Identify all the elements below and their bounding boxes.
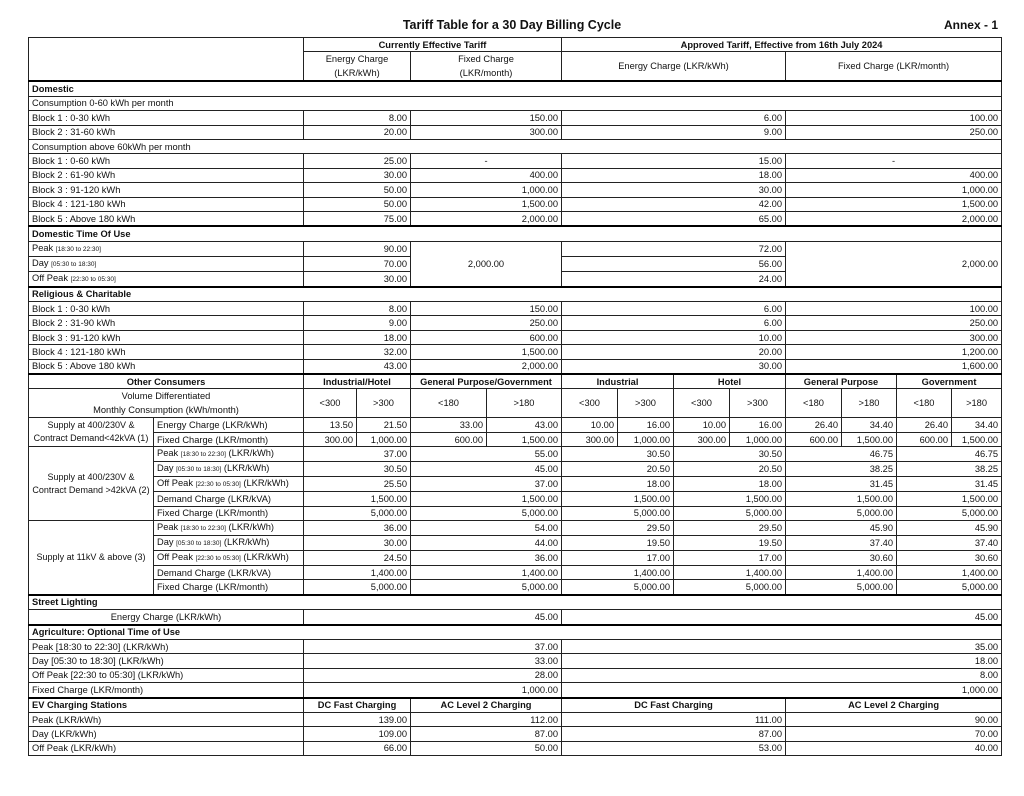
table-cell: 1,500.00 (952, 432, 1002, 446)
table-row (29, 698, 1002, 713)
table-cell: 34.40 (952, 418, 1002, 432)
table-cell: 5,000.00 (562, 580, 674, 595)
table-row (29, 345, 1002, 359)
table-cell: 109.00 (304, 727, 411, 741)
table-cell: 10.00 (562, 330, 786, 344)
table-cell: 31.45 (897, 477, 1002, 492)
table-cell: 43.00 (487, 418, 562, 432)
table-cell: DC Fast Charging (304, 698, 411, 713)
row-label: Fixed Charge (LKR/month) (154, 506, 304, 520)
table-cell: 26.40 (786, 418, 842, 432)
table-cell: 150.00 (411, 302, 562, 316)
table-row (29, 418, 1002, 432)
table-cell: 33.00 (304, 654, 562, 668)
table-cell: 25.50 (304, 477, 411, 492)
table-row (29, 610, 1002, 625)
row-label: Energy Charge (LKR/kWh) (29, 610, 304, 625)
table-cell: 33.00 (411, 418, 487, 432)
table-cell: 75.00 (304, 211, 411, 226)
table-cell: 2,000.00 (411, 211, 562, 226)
row-label: Block 5 : Above 180 kWh (29, 211, 304, 226)
row-label: Day [05:30 to 18:30] (29, 256, 304, 271)
table-cell: 9.00 (562, 125, 786, 139)
table-cell: 1,500.00 (487, 432, 562, 446)
table-cell: 36.00 (411, 550, 562, 565)
header-approved-tariff: Approved Tariff, Effective from 16th July 2024 (562, 38, 1002, 52)
table-cell: 30.50 (562, 447, 674, 462)
header-blank (29, 38, 304, 82)
table-row (29, 211, 1002, 226)
table-cell: 37.40 (786, 535, 897, 550)
table-cell: Industrial (562, 374, 674, 389)
table-cell: 250.00 (411, 316, 562, 330)
table-cell: 139.00 (304, 712, 411, 726)
volume-column-header: >180 (842, 389, 897, 418)
table-cell: 1,500.00 (674, 492, 786, 506)
table-cell: 43.00 (304, 359, 411, 374)
table-cell: 111.00 (562, 712, 786, 726)
table-row (29, 580, 1002, 595)
table-cell: DC Fast Charging (562, 698, 786, 713)
sub-section: Consumption above 60kWh per month (29, 139, 1002, 153)
table-cell: AC Level 2 Charging (411, 698, 562, 713)
table-cell: 19.50 (562, 535, 674, 550)
volume-column-header: >180 (952, 389, 1002, 418)
row-label: Day [05:30 to 18:30] (LKR/kWh) (154, 535, 304, 550)
table-row (29, 595, 1002, 610)
table-row (29, 154, 1002, 168)
table-cell: 600.00 (411, 330, 562, 344)
table-cell: 600.00 (897, 432, 952, 446)
table-cell: Supply at 11kV & above (3) (29, 520, 154, 594)
table-cell: 1,500.00 (786, 492, 897, 506)
table-cell: 13.50 (304, 418, 357, 432)
table-row (29, 625, 1002, 640)
table-row (29, 550, 1002, 565)
table-cell: 1,500.00 (304, 492, 411, 506)
table-cell: 30.50 (304, 462, 411, 477)
header-cur-fixed: Fixed Charge (LKR/month) (411, 52, 562, 82)
row-label: Block 2 : 31-90 kWh (29, 316, 304, 330)
row-label: Off Peak [22:30 to 05:30] (29, 271, 304, 287)
row-label: Peak [18:30 to 22:30] (LKR/kWh) (154, 447, 304, 462)
table-cell: 90.00 (786, 712, 1002, 726)
table-row (29, 374, 1002, 389)
table-row (29, 712, 1002, 726)
table-cell: 2,000.00 (411, 241, 562, 287)
table-cell: 17.00 (562, 550, 674, 565)
table-cell: - (411, 154, 562, 168)
row-label: Fixed Charge (LKR/month) (154, 432, 304, 446)
header-cur-energy: Energy Charge (LKR/kWh) (304, 52, 411, 82)
table-cell: 90.00 (304, 241, 411, 256)
table-row (29, 683, 1002, 698)
table-cell: 66.00 (304, 741, 411, 755)
volume-column-header: >180 (487, 389, 562, 418)
table-cell: 44.00 (411, 535, 562, 550)
table-cell: 1,000.00 (357, 432, 411, 446)
table-cell: 1,000.00 (304, 683, 562, 698)
table-cell: 72.00 (562, 241, 786, 256)
table-cell: 30.00 (304, 168, 411, 182)
table-cell: 5,000.00 (897, 580, 1002, 595)
table-cell: 50.00 (304, 197, 411, 211)
table-cell: 5,000.00 (304, 580, 411, 595)
row-label: Block 4 : 121-180 kWh (29, 197, 304, 211)
table-cell: 20.50 (562, 462, 674, 477)
section-religious: Religious & Charitable (29, 287, 1002, 302)
row-label: Fixed Charge (LKR/month) (154, 580, 304, 595)
table-cell: 400.00 (786, 168, 1002, 182)
table-cell: 70.00 (304, 256, 411, 271)
table-cell: 29.50 (674, 520, 786, 535)
table-cell: Government (897, 374, 1002, 389)
table-cell: - (786, 154, 1002, 168)
table-cell: 87.00 (562, 727, 786, 741)
table-cell: 1,000.00 (618, 432, 674, 446)
table-cell: 19.50 (674, 535, 786, 550)
table-cell: 1,400.00 (674, 565, 786, 579)
table-cell: 300.00 (411, 125, 562, 139)
table-cell: 16.00 (618, 418, 674, 432)
table-cell: 20.00 (562, 345, 786, 359)
table-cell: 1,000.00 (562, 683, 1002, 698)
table-cell: 45.90 (786, 520, 897, 535)
table-cell: 50.00 (411, 741, 562, 755)
table-cell: 55.00 (411, 447, 562, 462)
table-row (29, 668, 1002, 682)
table-cell: 1,500.00 (897, 492, 1002, 506)
table-cell: 18.00 (674, 477, 786, 492)
table-cell: 8.00 (304, 111, 411, 125)
section-street-lighting: Street Lighting (29, 595, 1002, 610)
table-cell: 46.75 (897, 447, 1002, 462)
table-cell: 1,000.00 (411, 183, 562, 197)
table-cell: 42.00 (562, 197, 786, 211)
tariff-table (28, 37, 1002, 756)
table-row (29, 330, 1002, 344)
table-cell: 35.00 (562, 639, 1002, 653)
header-current-tariff: Currently Effective Tariff (304, 38, 562, 52)
table-cell: 5,000.00 (562, 506, 674, 520)
table-cell: Hotel (674, 374, 786, 389)
table-cell: 30.60 (786, 550, 897, 565)
table-cell: 70.00 (786, 727, 1002, 741)
row-label: Block 2 : 61-90 kWh (29, 168, 304, 182)
annex-label: Annex - 1 (943, 18, 998, 32)
table-cell: 150.00 (411, 111, 562, 125)
table-cell: Volume Differentiated Monthly Consumption (kWh/month) (29, 389, 304, 418)
table-cell: 31.45 (786, 477, 897, 492)
table-cell: 54.00 (411, 520, 562, 535)
row-label: Off Peak [22:30 to 05:30] (LKR/kWh) (154, 550, 304, 565)
volume-column-header: <180 (411, 389, 487, 418)
table-cell: 6.00 (562, 316, 786, 330)
table-cell: 38.25 (786, 462, 897, 477)
row-label: Block 1 : 0-30 kWh (29, 302, 304, 316)
table-cell: 10.00 (562, 418, 618, 432)
table-cell: 6.00 (562, 111, 786, 125)
table-cell: 5,000.00 (786, 580, 897, 595)
table-cell: 37.00 (304, 639, 562, 653)
row-label: Block 4 : 121-180 kWh (29, 345, 304, 359)
row-label: Block 3 : 91-120 kWh (29, 330, 304, 344)
table-cell: 30.00 (562, 359, 786, 374)
table-cell: 5,000.00 (786, 506, 897, 520)
section-ev-charging: EV Charging Stations (29, 698, 304, 713)
table-cell: 36.00 (304, 520, 411, 535)
row-label: Off Peak (LKR/kWh) (29, 741, 304, 755)
row-label: Block 5 : Above 180 kWh (29, 359, 304, 374)
table-cell: 17.00 (674, 550, 786, 565)
row-label: Day (LKR/kWh) (29, 727, 304, 741)
row-label: Peak [18:30 to 22:30] (LKR/kWh) (29, 639, 304, 653)
table-cell: 25.00 (304, 154, 411, 168)
table-row (29, 197, 1002, 211)
table-cell: 18.00 (304, 330, 411, 344)
table-cell: Supply at 400/230V & Contract Demand >42kVA (2) (29, 447, 154, 521)
table-row (29, 38, 1002, 52)
table-cell: 30.50 (674, 447, 786, 462)
table-cell: 87.00 (411, 727, 562, 741)
table-cell: 40.00 (786, 741, 1002, 755)
table-cell: 37.00 (304, 447, 411, 462)
table-row (29, 359, 1002, 374)
table-cell: 18.00 (562, 654, 1002, 668)
table-cell: 6.00 (562, 302, 786, 316)
row-label: Block 2 : 31-60 kWh (29, 125, 304, 139)
table-cell: 24.50 (304, 550, 411, 565)
row-label: Block 1 : 0-30 kWh (29, 111, 304, 125)
table-cell: 37.40 (897, 535, 1002, 550)
table-cell: 300.00 (674, 432, 730, 446)
table-row (29, 565, 1002, 579)
table-cell: 10.00 (674, 418, 730, 432)
row-label: Day [05:30 to 18:30] (LKR/kWh) (154, 462, 304, 477)
section-domestic-tou: Domestic Time Of Use (29, 226, 1002, 241)
table-row (29, 639, 1002, 653)
table-cell: 300.00 (562, 432, 618, 446)
table-cell: 45.00 (562, 610, 1002, 625)
table-cell: 65.00 (562, 211, 786, 226)
sub-section: Consumption 0-60 kWh per month (29, 96, 1002, 110)
volume-column-header: <300 (562, 389, 618, 418)
table-cell: 45.00 (304, 610, 562, 625)
table-row (29, 125, 1002, 139)
row-label: Fixed Charge (LKR/month) (29, 683, 304, 698)
row-label: Off Peak [22:30 to 05:30] (LKR/kWh) (29, 668, 304, 682)
table-cell: 1,000.00 (730, 432, 786, 446)
row-label: Block 3 : 91-120 kWh (29, 183, 304, 197)
table-cell: 300.00 (304, 432, 357, 446)
volume-column-header: >300 (357, 389, 411, 418)
table-cell: 1,500.00 (411, 345, 562, 359)
table-cell: AC Level 2 Charging (786, 698, 1002, 713)
row-label: Peak [18:30 to 22:30] (29, 241, 304, 256)
table-row (29, 535, 1002, 550)
table-cell: General Purpose (786, 374, 897, 389)
table-cell: 112.00 (411, 712, 562, 726)
table-cell: 2,000.00 (786, 241, 1002, 287)
table-cell: 38.25 (897, 462, 1002, 477)
table-row (29, 168, 1002, 182)
table-cell: 250.00 (786, 125, 1002, 139)
table-cell: 56.00 (562, 256, 786, 271)
table-cell: 9.00 (304, 316, 411, 330)
table-cell: 30.60 (897, 550, 1002, 565)
table-cell: 8.00 (304, 302, 411, 316)
table-cell: 15.00 (562, 154, 786, 168)
section-agriculture: Agriculture: Optional Time of Use (29, 625, 1002, 640)
table-cell: 46.75 (786, 447, 897, 462)
table-row (29, 727, 1002, 741)
table-cell: 50.00 (304, 183, 411, 197)
table-cell: 20.50 (674, 462, 786, 477)
header-app-energy: Energy Charge (LKR/kWh) (562, 52, 786, 82)
table-cell: 32.00 (304, 345, 411, 359)
table-cell: 1,000.00 (786, 183, 1002, 197)
document-title: Tariff Table for a 30 Day Billing Cycle (402, 18, 622, 32)
table-row (29, 520, 1002, 535)
table-cell: Industrial/Hotel (304, 374, 411, 389)
table-cell: 45.90 (897, 520, 1002, 535)
table-cell: 20.00 (304, 125, 411, 139)
table-cell: 1,500.00 (411, 197, 562, 211)
volume-column-header: <300 (674, 389, 730, 418)
table-row (29, 96, 1002, 110)
row-label: Block 1 : 0-60 kWh (29, 154, 304, 168)
table-cell: 1,500.00 (842, 432, 897, 446)
table-cell: 5,000.00 (897, 506, 1002, 520)
table-row (29, 226, 1002, 241)
table-row (29, 492, 1002, 506)
table-row (29, 432, 1002, 446)
table-row (29, 477, 1002, 492)
volume-column-header: <300 (304, 389, 357, 418)
volume-column-header: >300 (730, 389, 786, 418)
table-cell: 28.00 (304, 668, 562, 682)
table-cell: 29.50 (562, 520, 674, 535)
table-cell: 18.00 (562, 477, 674, 492)
table-cell: 400.00 (411, 168, 562, 182)
table-cell: 18.00 (562, 168, 786, 182)
table-cell: General Purpose/Government (411, 374, 562, 389)
table-row (29, 139, 1002, 153)
table-cell: 37.00 (411, 477, 562, 492)
table-cell: 1,500.00 (411, 492, 562, 506)
row-label: Off Peak [22:30 to 05:30] (LKR/kWh) (154, 477, 304, 492)
table-cell: 45.00 (411, 462, 562, 477)
table-cell: 600.00 (786, 432, 842, 446)
table-cell: 2,000.00 (786, 211, 1002, 226)
table-cell: 16.00 (730, 418, 786, 432)
table-cell: 100.00 (786, 111, 1002, 125)
row-label: Demand Charge (LKR/kVA) (154, 492, 304, 506)
table-cell: 1,200.00 (786, 345, 1002, 359)
table-cell: 8.00 (562, 668, 1002, 682)
table-cell: 5,000.00 (304, 506, 411, 520)
table-row (29, 462, 1002, 477)
row-label: Energy Charge (LKR/kWh) (154, 418, 304, 432)
volume-column-header: <180 (786, 389, 842, 418)
row-label: Day [05:30 to 18:30] (LKR/kWh) (29, 654, 304, 668)
table-row (29, 316, 1002, 330)
table-row (29, 287, 1002, 302)
table-cell: 250.00 (786, 316, 1002, 330)
table-cell: 26.40 (897, 418, 952, 432)
table-cell: 30.00 (304, 271, 411, 287)
table-row (29, 741, 1002, 755)
table-row (29, 447, 1002, 462)
table-cell: 300.00 (786, 330, 1002, 344)
table-row (29, 183, 1002, 197)
table-cell: 5,000.00 (674, 506, 786, 520)
header-app-fixed: Fixed Charge (LKR/month) (786, 52, 1002, 82)
table-cell: 30.00 (304, 535, 411, 550)
table-cell: 2,000.00 (411, 359, 562, 374)
table-cell: 24.00 (562, 271, 786, 287)
row-label: Peak (LKR/kWh) (29, 712, 304, 726)
table-cell: 1,400.00 (562, 565, 674, 579)
section-domestic: Domestic (29, 81, 1002, 96)
table-cell: 34.40 (842, 418, 897, 432)
table-cell: 600.00 (411, 432, 487, 446)
table-row (29, 506, 1002, 520)
row-label: Peak [18:30 to 22:30] (LKR/kWh) (154, 520, 304, 535)
table-cell: 5,000.00 (411, 506, 562, 520)
table-row (29, 654, 1002, 668)
table-cell: 30.00 (562, 183, 786, 197)
table-cell: 1,400.00 (897, 565, 1002, 579)
table-cell: 5,000.00 (674, 580, 786, 595)
table-row (29, 111, 1002, 125)
table-row (29, 389, 1002, 418)
table-cell: 1,400.00 (411, 565, 562, 579)
volume-column-header: <180 (897, 389, 952, 418)
table-cell: 1,500.00 (786, 197, 1002, 211)
table-row (29, 241, 1002, 256)
table-cell: 1,500.00 (562, 492, 674, 506)
row-label: Demand Charge (LKR/kVA) (154, 565, 304, 579)
table-cell: Supply at 400/230V & Contract Demand<42kVA (1) (29, 418, 154, 447)
table-cell: 21.50 (357, 418, 411, 432)
table-cell: 1,600.00 (786, 359, 1002, 374)
table-cell: 100.00 (786, 302, 1002, 316)
table-cell: 1,400.00 (304, 565, 411, 579)
table-row (29, 81, 1002, 96)
volume-column-header: >300 (618, 389, 674, 418)
table-cell: 5,000.00 (411, 580, 562, 595)
table-cell: 53.00 (562, 741, 786, 755)
table-row (29, 302, 1002, 316)
section-other-consumers: Other Consumers (29, 374, 304, 389)
table-cell: 1,400.00 (786, 565, 897, 579)
